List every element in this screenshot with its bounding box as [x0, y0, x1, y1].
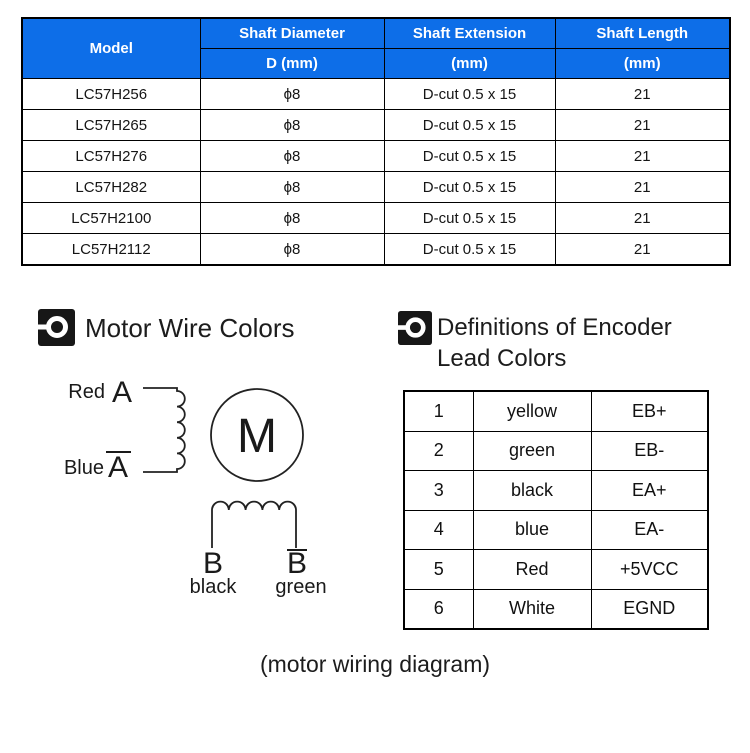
spec-header-shaft-length: Shaft Length: [555, 18, 730, 49]
length-cell: 21: [555, 172, 730, 203]
color-cell: blue: [473, 510, 591, 550]
wire-color-blue-label: Blue: [63, 457, 104, 479]
spec-header-extension-unit: (mm): [384, 49, 555, 79]
diameter-cell: ϕ8: [200, 141, 384, 172]
signal-cell: EA+: [591, 471, 708, 511]
motor-wire-colors-title: Motor Wire Colors: [85, 313, 295, 343]
table-row: [404, 431, 708, 471]
extension-cell: D-cut 0.5 x 15: [384, 110, 555, 141]
phase-a-bar-label: A: [108, 451, 129, 484]
color-cell: black: [473, 471, 591, 511]
encoder-lead-table: [403, 390, 709, 630]
spec-header-length-unit: (mm): [555, 49, 730, 79]
length-cell: 21: [555, 203, 730, 234]
phase-b-label: B: [202, 547, 224, 580]
model-cell: LC57H2100: [22, 203, 200, 234]
pin-cell: 6: [404, 589, 473, 629]
model-cell: LC57H2112: [22, 234, 200, 266]
model-cell: LC57H265: [22, 110, 200, 141]
spec-header-model: Model: [22, 18, 200, 79]
signal-cell: +5VCC: [591, 550, 708, 590]
model-cell: LC57H276: [22, 141, 200, 172]
color-cell: White: [473, 589, 591, 629]
model-cell: LC57H256: [22, 79, 200, 110]
color-cell: Red: [473, 550, 591, 590]
extension-cell: D-cut 0.5 x 15: [384, 141, 555, 172]
wire-color-green-label: green: [275, 576, 327, 598]
extension-cell: D-cut 0.5 x 15: [384, 79, 555, 110]
signal-cell: EB-: [591, 431, 708, 471]
pin-cell: 1: [404, 391, 473, 431]
pin-cell: 4: [404, 510, 473, 550]
diameter-cell: ϕ8: [200, 172, 384, 203]
phase-a-label: A: [112, 376, 133, 409]
wire-color-red-label: Red: [68, 381, 105, 403]
phase-b-bar-label: B: [286, 547, 308, 580]
color-cell: green: [473, 431, 591, 471]
table-row: [404, 589, 708, 629]
phase-a-coil: [143, 388, 185, 472]
length-cell: 21: [555, 234, 730, 266]
diameter-cell: ϕ8: [200, 234, 384, 266]
length-cell: 21: [555, 110, 730, 141]
encoder-title-line2: Lead Colors: [437, 345, 567, 372]
spec-header-shaft-extension: Shaft Extension: [384, 18, 555, 49]
pin-cell: 5: [404, 550, 473, 590]
wire-color-black-label: black: [189, 576, 237, 598]
motor-symbol: M: [237, 410, 277, 463]
extension-cell: D-cut 0.5 x 15: [384, 234, 555, 266]
diameter-cell: ϕ8: [200, 79, 384, 110]
color-cell: yellow: [473, 391, 591, 431]
table-row: [404, 510, 708, 550]
phase-b-coil: [212, 502, 296, 548]
extension-cell: D-cut 0.5 x 15: [384, 172, 555, 203]
signal-cell: EA-: [591, 510, 708, 550]
extension-cell: D-cut 0.5 x 15: [384, 203, 555, 234]
length-cell: 21: [555, 141, 730, 172]
table-row: [404, 391, 708, 431]
model-cell: LC57H282: [22, 172, 200, 203]
diagram-caption: (motor wiring diagram): [259, 651, 491, 677]
pin-cell: 3: [404, 471, 473, 511]
diameter-cell: ϕ8: [200, 203, 384, 234]
table-row: [404, 550, 708, 590]
table-row: [404, 471, 708, 511]
spec-header-shaft-diameter: Shaft Diameter: [200, 18, 384, 49]
signal-cell: EGND: [591, 589, 708, 629]
diameter-cell: ϕ8: [200, 110, 384, 141]
spec-header-diameter-unit: D (mm): [200, 49, 384, 79]
encoder-title-line1: Definitions of Encoder: [437, 314, 672, 341]
pin-cell: 2: [404, 431, 473, 471]
length-cell: 21: [555, 79, 730, 110]
signal-cell: EB+: [591, 391, 708, 431]
